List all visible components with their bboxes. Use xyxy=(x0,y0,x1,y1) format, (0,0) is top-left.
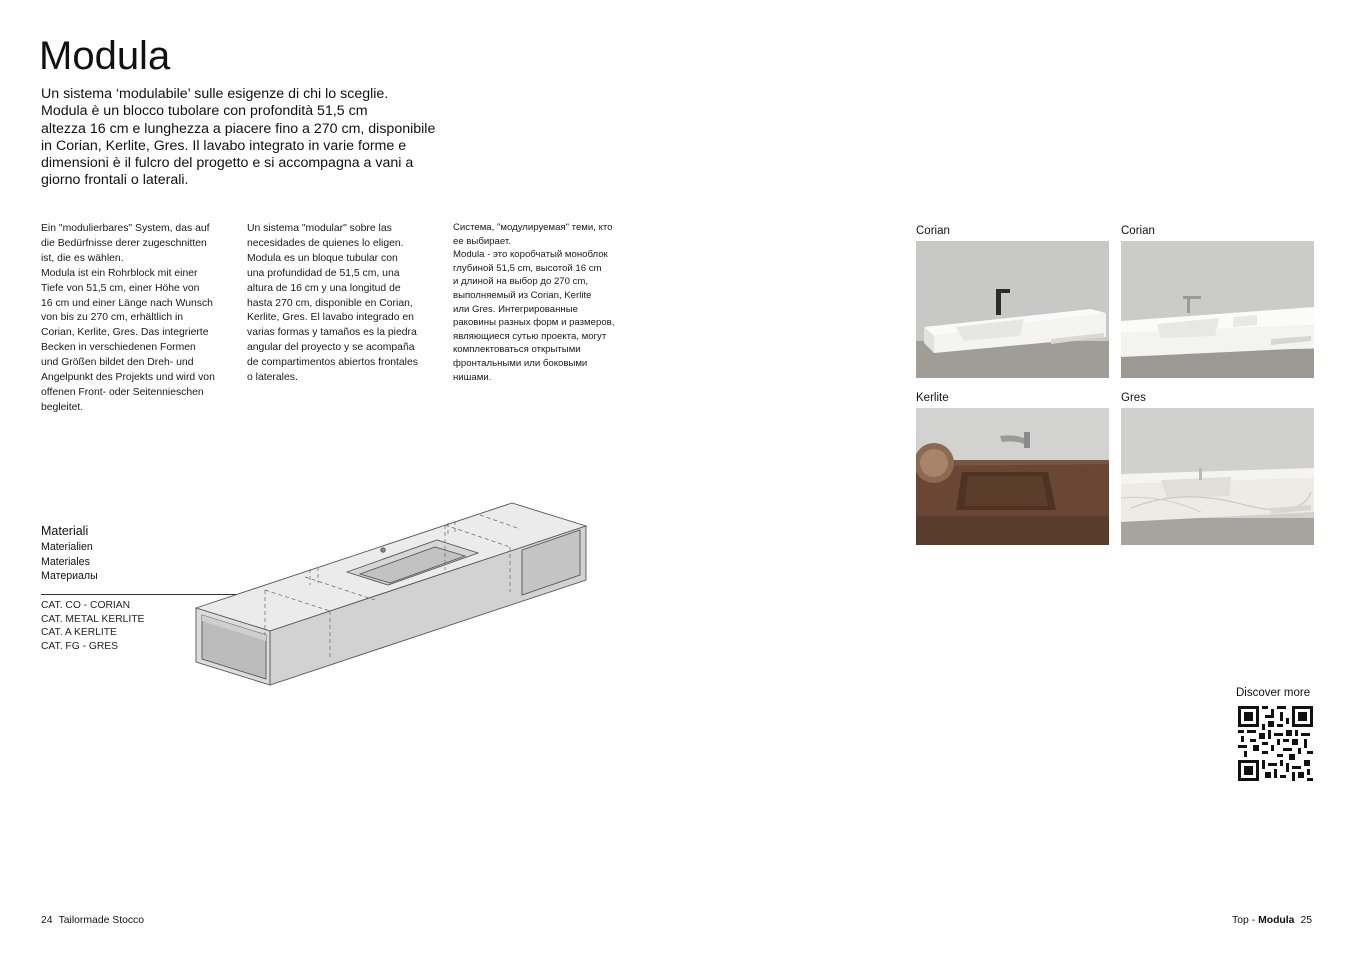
text-line: Modula ist ein Rohrblock mit einer xyxy=(41,267,198,279)
text-line: нишами. xyxy=(453,371,492,383)
materials-translations xyxy=(41,540,98,584)
photo-caption: Corian xyxy=(1121,225,1155,237)
text-line: Kerlite, Gres. El lavabo integrado en xyxy=(247,312,414,324)
text-column-german xyxy=(41,222,215,416)
text-line: begleitet. xyxy=(41,401,84,413)
text-line: комплектоваться открытыми xyxy=(453,344,581,356)
text-line: Un sistema "modular" sobre las xyxy=(247,223,392,234)
text-line: de compartimentos abiertos frontales xyxy=(247,357,418,369)
text-line: глубиной 51,5 cm, высотой 16 cm xyxy=(453,262,602,274)
material-category: CAT. FG - GRES xyxy=(41,641,119,653)
text-line: necesidades de quienes lo eligen. xyxy=(247,237,404,249)
text-line: Becken in verschiedenen Formen xyxy=(41,342,196,354)
text-line: hasta 270 cm, disponible en Corian, xyxy=(247,297,413,309)
page-number-right: 25 xyxy=(1300,915,1312,926)
materials-heading: Materiali xyxy=(41,524,89,538)
footer-title: Modula xyxy=(1258,915,1295,926)
text-line: von bis zu 270 cm, erhältlich in xyxy=(41,312,184,324)
photo-caption: Kerlite xyxy=(916,392,949,404)
text-line: или Gres. Интегрированные xyxy=(453,303,578,315)
footer-brand: Tailormade Stocco xyxy=(58,915,145,926)
text-line: una profundidad de 51,5 cm, una xyxy=(247,267,400,279)
text-line: Modula - это коробчатый моноблок xyxy=(453,249,608,261)
corian-sink-photo xyxy=(916,241,1109,378)
footer-left xyxy=(41,914,144,927)
gres-sink-photo xyxy=(1121,408,1314,545)
intro-line: Modula è un blocco tubolare con profondità 51,5 cm xyxy=(41,103,368,120)
text-line: являющиеся сутью проекта, могут xyxy=(453,330,607,342)
footer-section: Top xyxy=(1232,915,1249,926)
text-line: раковины разных форм и размеров, xyxy=(453,317,615,329)
text-line: varias formas y tamaños es la piedra xyxy=(247,327,417,339)
text-line: ее выбирает. xyxy=(453,235,511,247)
text-line: die Bedürfnisse derer zugeschnitten xyxy=(41,237,207,249)
materials-translation: Материалы xyxy=(41,570,98,583)
photo-caption: Gres xyxy=(1121,392,1146,404)
material-category: CAT. A KERLITE xyxy=(41,627,117,639)
materials-translation: Materiales xyxy=(41,555,90,568)
material-category: CAT. CO - CORIAN xyxy=(41,600,131,611)
intro-line: Un sistema ‘modulabile’ sulle esigenze di chi lo sceglie. xyxy=(41,86,389,102)
text-line: angular del proyecto y se acompaña xyxy=(247,342,415,354)
text-line: фронтальными или боковыми xyxy=(453,357,588,369)
text-line: offenen Front- oder Seitennieschen xyxy=(41,386,204,398)
material-category: CAT. METAL KERLITE xyxy=(41,613,145,625)
text-line: Система, "модулируемая" теми, кто xyxy=(453,222,613,233)
page-number-left: 24 xyxy=(41,915,53,926)
qr-code-icon[interactable] xyxy=(1238,706,1313,781)
text-line: Corian, Kerlite, Gres. Das integrierte xyxy=(41,327,209,339)
text-line: и длиной на выбор до 270 cm, xyxy=(453,276,589,288)
intro-line: dimensioni è il fulcro del progetto e si accompagna a vani a xyxy=(41,155,414,172)
corian-sink-photo xyxy=(1121,241,1314,378)
kerlite-sink-photo xyxy=(916,408,1109,545)
materials-translation: Materialien xyxy=(41,541,93,553)
page-title: Modula xyxy=(39,34,171,78)
footer-right xyxy=(1232,914,1312,927)
text-column-spanish xyxy=(247,222,418,386)
text-column-russian xyxy=(453,221,614,384)
text-line: Modula es un bloque tubular con xyxy=(247,252,398,264)
photo-caption: Corian xyxy=(916,225,950,237)
text-line: o laterales. xyxy=(247,372,298,384)
intro-line: giorno frontali o laterali. xyxy=(41,172,189,189)
text-line: altura de 16 cm y una longitud de xyxy=(247,282,401,294)
text-line: выполняемый из Corian, Kerlite xyxy=(453,289,592,301)
footer-dash: - xyxy=(1251,915,1256,926)
text-line: Angelpunkt des Projekts und wird von xyxy=(41,372,215,384)
intro-paragraph xyxy=(41,86,451,190)
text-line: Tiefe von 51,5 cm, einer Höhe von xyxy=(41,282,200,294)
intro-line: altezza 16 cm e lunghezza a piacere fino a 270 cm, disponibile xyxy=(41,120,436,137)
text-line: Ein "modulierbares" System, das auf xyxy=(41,223,210,234)
intro-line: in Corian, Kerlite, Gres. Il lavabo integrato in varie forme e xyxy=(41,137,407,154)
text-line: 16 cm und einer Länge nach Wunsch xyxy=(41,297,213,309)
modula-technical-drawing xyxy=(190,495,590,690)
text-line: ist, die es wählen. xyxy=(41,252,124,264)
material-categories xyxy=(41,599,144,654)
text-line: und Größen bildet den Dreh- und xyxy=(41,357,194,369)
discover-more-label: Discover more xyxy=(1236,687,1311,699)
